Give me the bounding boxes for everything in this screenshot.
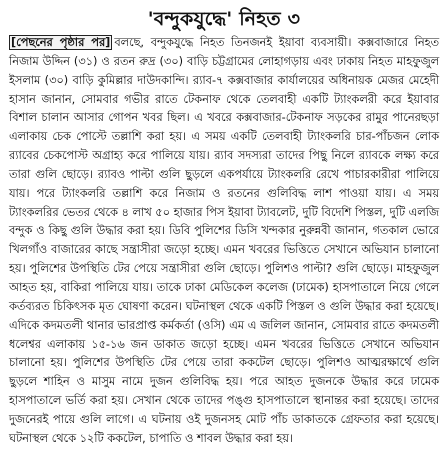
- article-body-text: বলছে, বন্দুকযুদ্ধে নিহত তিনজনই ইয়াবা ব্যবসায়ী। কক্সবাজারে নিহত নিজাম উদ্দিন (৩১) ও রতন রুদ্র (৩০) বাড়ি চট্টগ্রামের লোহাগড়ায় এবং ঢাকায় নিহত মাহফুজুল ইসলাম (৩০) বাড়ি কুমিল্লার দাউদকান্দি। র‍্যাব-৭ কক্সবাজার কার্যালয়ের অধিনায়ক মেজর মেহেদী হাসান জানান, সোমবার গভীর রাতে টেকনাফ থেকে তেলবাহী একটি ট্যাংকলরী করে ইয়াবার বিশাল চালান আসার গোপন খবর ছিল। এ খবরে কক্সবাজার-টেকনাফ সড়কের রামুর পানেরছড়া এলাকায় চেক পোস্টে তল্লাশি করা হয়। এ সময় একটি তেলবাহী ট্যাংকলরি চার-পাঁচজন লোক র‍্যাবের চেকপোস্ট অগ্রাহ্য করে পালিয়ে যায়। র‍্যাব সদস্যরা তাদের পিছু নিলে র‍্যাবকে লক্ষ্য করে তারা গুলি ছোড়ে। র‍্যাবও পাল্টা গুলি ছুড়লে একপর্যায়ে ট্যাংকলরি রেখে পাচারকারীরা পালিয়ে যায়। পরে ট্যাংকলরি তল্লাশি করে নিজাম ও রতনের গুলিবিদ্ধ লাশ পাওয়া যায়। এ সময় ট্যাংকলরির ভেতর থেকে ৪ লাখ ৫০ হাজার পিস ইয়াবা ট্যাবলেট, দুটি বিদেশি পিস্তল, দুটি এলজি বন্দুক ও কিছু গুলি উদ্ধার করা হয়। ডিবি পুলিশের ডিসি খন্দকার নুরুন্নবী জানান, গতকাল ভোরে খিলগাঁও বাজারের কাছে সন্ত্রাসীরা জড়ো হচ্ছে। এমন খবরের ভিত্তিতে সেখানে অভিযান চালানো হয়। পুলিশের উপস্থিতি টের পেয়ে সন্ত্রাসীরা গুলি ছোড়ে। পুলিশও পাল্টা? গুলি ছোড়ে। মাহফুজুল আহত হয়, বাকিরা পালিয়ে যায়। তাকে ঢাকা মেডিকেল কলেজ (ঢামেক) হাসপাতালে নিয়ে গেলে কর্তব্যরত চিকিৎসক মৃত ঘোষণা করেন। ঘটনাস্থল থেকে একটি পিস্তল ও গুলি উদ্ধার করা হয়েছে। এদিকে কদমতলী থানার ভারপ্রাপ্ত কর্মকর্তা (ওসি) এম এ জলিল জানান, সোমবার রাতে কদমতলী ধলেশ্বর এলাকায় ১৫-১৬ জন ডাকাত জড়ো হচ্ছে। এমন খবরের ভিত্তিতে সেখানে অভিযান চালানো হয়। পুলিশের উপস্থিতি টের পেয়ে তারা ককটেল ছোড়ে। পুলিশও আত্মরক্ষার্থে গুলি ছুড়লে শাহিন ও মাসুম নামে দুজন গুলিবিদ্ধ হয়। পরে আহত দুজনকে উদ্ধার করে ঢামেক হাসপাতালে ভর্তি করা হয়। সেখান থেকে তাদের পঙ্গু হাসপাতালে স্থানান্তর করা হয়েছে। তাদের দুজনেরই পায়ে গুলি লাগে। এ ঘটনায় ওই দুজনসহ মোট পাঁচ ডাকাতকে গ্রেফতার করা হয়েছে। ঘটনাস্থল থেকে ১২টি ককটেল, চাপাতি ও শাবল উদ্ধার করা হয়।: [9, 36, 439, 445]
- article-headline: 'বন্দুকযুদ্ধে' নিহত ৩: [147, 8, 301, 30]
- article-body: [9, 34, 439, 449]
- continued-from-label: [পেছনের পৃষ্ঠার পর]: [11, 36, 111, 49]
